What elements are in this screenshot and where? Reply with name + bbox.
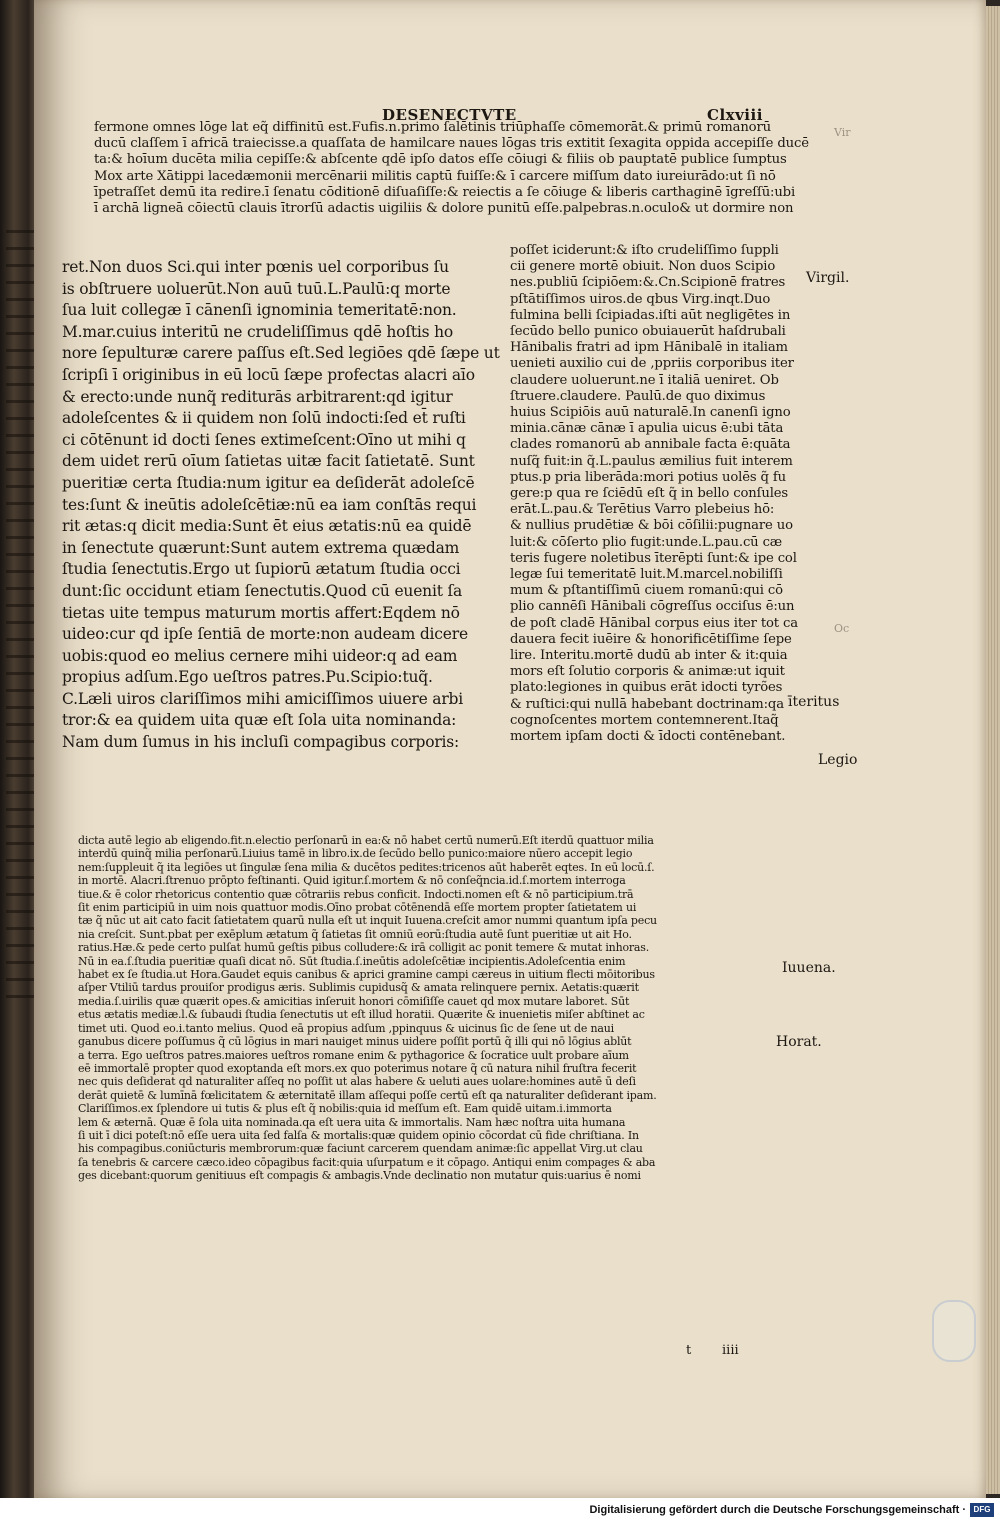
marginal-note-iuuena: Iuuena.: [782, 960, 836, 976]
commentary-line: mortem ipſam docti & īdocti contēnebant.: [510, 729, 786, 745]
main-text-line: ci cōtēnunt id docti ſenes extimeſcent:Oīno ut mihi q: [62, 430, 466, 449]
main-text-line: pueritiæ certa ſtudia:num igitur ea deſiderāt adoleſcē: [62, 473, 475, 492]
main-text-line: tes:ſunt & ineūtis adoleſcētiæ:nū ea iam conſtās requi: [62, 495, 477, 514]
main-text-line: C.Læli uiros clariſſimos mihi amiciſſimos uiuere arbi: [62, 689, 464, 708]
commentary-line: fulmina belli ſcipiadas.iſti aūt negligētes in: [510, 307, 791, 323]
main-text-line: ret.Non duos Sci.qui inter pœnis uel corporibus ſu: [62, 258, 449, 276]
commentary-line: plato:legiones in quibus erāt idocti tyrões: [510, 680, 783, 696]
commentary-line: luit:& cōſerto plio fugit:unde.L.pau.cū cæ: [510, 534, 783, 550]
main-text-line: ſua luit collegæ ī cānenſi ignominia temeritatē:non.: [62, 301, 457, 320]
offset-mark-vir: Vir: [834, 126, 851, 139]
commentary-line: media.ſ.uirilis quæ quærit opes.& amicitias inſeruit honori cōmiſiſſe cauet qd mox mutare laboret. Sūt: [78, 994, 630, 1008]
main-text-line: nore ſepulturæ carere paſſus eſt.Sed legiōes qdē ſæpe ut: [62, 344, 500, 363]
main-text-line: in ſenectute quærunt:Sunt autem extrema quædam: [62, 538, 460, 557]
commentary-line: claudere uoluerunt.ne ī italiā ueniret. Ob: [510, 372, 779, 388]
commentary-line: clades romanorū ab annibale facta ē:quāta: [510, 437, 791, 453]
commentary-line: minia.cānæ cānæ ī apulia uicus ē:ubi tāta: [510, 421, 784, 437]
facing-page-edge: [6, 230, 36, 1000]
commentary-line: nuſq̃ fuit:in q̃.L.paulus æmilius fuit interem: [510, 453, 793, 469]
marginal-note-horat: Horat.: [776, 1034, 822, 1050]
commentary-line: teris fugere noletibus īterēpti ſunt:& ipe col: [510, 550, 797, 566]
commentary-line: uenieti auxilio cui de ,ppriis corporibus iter: [510, 356, 794, 372]
commentary-line: etus ætatis mediæ.l.& ſubaudi ſtudia ſenectutis ut eſt illud horatii. Quærite & inuenietis miſer abſtinet ac: [78, 1008, 645, 1022]
commentary-line: in mortē. Alacri.ſtrenuo prōpto feſtinanti. Quid igitur.ſ.mortem & nō conſeq̃ncia.id.ſ.mortem interroga: [78, 874, 626, 888]
main-text-line: & erecto:unde nunq̃ rediturās arbitrarent:qd igitur: [62, 387, 453, 406]
commentary-line: aſper Vtiliū tardus prouiſor prodigus æris. Sublimis cupidusq̃ & amata relinquere pernix. Aetatis:quærit: [78, 981, 639, 995]
main-text-line: adoleſcentes & ii quidem non ſolū indocti:ſed et̄ ruſti: [62, 409, 466, 428]
commentary-line: ſa tenebris & carcere cæco.ideo cōpagibus facit:quia uſurpatum e it cōpago. Antiqui enim compages & aba: [78, 1155, 656, 1169]
main-text-line: ſcripſi ī originibus in eū locū ſæpe profectas alacri aīo: [62, 365, 475, 384]
offset-mark-oc: Oc: [834, 622, 850, 635]
commentary-line: Hānibalis fratri ad ipm Hānibalē in italiam: [510, 340, 788, 356]
commentary-line: cognoſcentes mortem contemnerent.Itaq̃: [510, 712, 779, 728]
commentary-line: erāt.L.pau.& Terētius Varro plebeius hō:: [510, 502, 775, 518]
commentary-line: huius Scipiōis auū naturalē.In canenſi igno: [510, 405, 791, 421]
main-text-line: propius adſum.Ego ueſtros patres.Pu.Scipio:tuq̃.: [62, 668, 433, 687]
commentary-line: ī archā ligneā cōiectū clauis ītrorſū adactis uigiliis & dolore punitū eſſe.palpebras.n.oculo& ut dormire non: [94, 201, 794, 217]
commentary-line: legæ ſui temeritatē luit.M.marcel.nobiliſſi: [510, 567, 783, 583]
commentary-line: nia creſcit. Sunt.pbat per exēplum ætatum q̃ ſatietas ſit omniū eorū:ſtudia autē ſunt pueritiæ ut ait Ho.: [78, 927, 632, 941]
commentary-line: ratius.Hæ.& pede certo pulſat humū geſtis pibus colludere:& irā colligit ac ponit temere & mutat inhoras.: [78, 941, 650, 955]
commentary-line: Mox arte Xātippi lacedæmonii mercēnarii militis captū fuiſſe:& ī carcere miſſum dato iureiurādo:ut ſi nō: [94, 168, 776, 184]
main-text-line: dem uidet rerū oīum ſatietas uitæ facit ſatietatē. Sunt: [62, 452, 475, 471]
main-text-line: uobis:quod eo melius cernere mihi uideor:q ad eam: [62, 646, 458, 665]
commentary-line: ptus.p pria liberāda:mori potius uolēs q̃ fu: [510, 469, 786, 485]
commentary-line: ſit enim participiū in uim nois quattuor modis.Oīno probat cōtēnendā eſſe mortem propter ſatietatem ui: [78, 901, 637, 915]
commentary-line: ſtruere.claudere. Paulū.de quo diximus: [510, 388, 766, 404]
commentary-line: poſſet iciderunt:& iſto crudeliſſimo ſuppli: [510, 243, 779, 258]
commentary-line: & ruſtici:qui nullā habebant doctrinam:qa: [510, 696, 784, 712]
commentary-line: eē immortalē propter quod exoptanda eſt mors.ex quo poterimus notare q̃ cū natura nihil fruſtra fecerit: [78, 1061, 637, 1075]
marginal-note-virgil: Virgil.: [806, 270, 850, 286]
commentary-line: ges dicebant:quorum genitiuus eſt compagis & ambagis.Vnde declinatio non mutatur quis:uarius ē nomi: [78, 1169, 641, 1183]
main-text-line: tietas uite tempus maturum mortis affert:Eqdem nō: [62, 603, 460, 622]
commentary-line: ſi uit ī dici poteſt:nō eſſe uera uita ſed falſa & mortalis:quæ quidem opinio cōcordat cū fide chriſtiana. In: [78, 1128, 639, 1142]
marginal-note-interitus: īteritus: [788, 694, 840, 710]
commentary-top: [94, 120, 809, 217]
signature-mark: t: [686, 1343, 692, 1358]
commentary-line: nec quis deſiderat qd naturaliter aſſeq no poſſit ut alas habere & ueluti aues uolare:homines autē ū deſi: [78, 1075, 636, 1089]
book-page: [34, 0, 986, 1498]
marginal-note-legio: Legio: [818, 752, 858, 768]
main-text-line: M.mar.cuius interitū ne crudeliſſimus qdē hoſtis ho: [62, 322, 454, 341]
commentary-line: pſtātiſſimos uiros.de qbus Virg.inqt.Duo: [510, 291, 771, 307]
main-text-column: [62, 257, 500, 754]
footer-credit: Digitalisierung gefördert durch die Deutsche Forschungsgemeinschaft ·: [589, 1504, 966, 1516]
main-text-line: rit ætas:q dicit media:Sunt ēt eius ætatis:nū ea quidē: [62, 517, 472, 536]
page-clip: [932, 1300, 976, 1362]
commentary-line: plio cannēſi Hānibali cōgreſſus occiſus ē:un: [510, 599, 795, 615]
main-text-line: tror:& ea quidem uita quæ eſt ſola uita nominanda:: [62, 711, 457, 730]
commentary-line: īpetraſſet demū ita redire.ī ſenatu cōditionē diſuaſiſſe:& reiectis a ſe cōiuge & liberis carthaginē īgreſſū:ubi: [94, 184, 796, 200]
commentary-line: his compagibus.coniūcturis membrorum:quæ faciunt carcerem quendam animæ:ſic appellat Virg.ut clau: [78, 1142, 643, 1156]
running-title: DESENECTVTE: [382, 106, 517, 124]
commentary-line: a terra. Ego ueſtros patres.maiores ueſtros romane enim & pythagorice & ſocratice uult probare aīum: [78, 1048, 629, 1062]
main-text-line: uideo:cur qd ipſe ſentiā de morte:non audeam dicere: [62, 625, 468, 644]
commentary-line: lem & æternā. Quæ ē ſola uita nominada.qa eſt uera uita & immortalis. Nam hæc noſtra uita humana: [78, 1115, 626, 1129]
dfg-logo: DFG: [970, 1503, 994, 1517]
signature-number: iiii: [722, 1343, 739, 1358]
commentary-line: ta:& hoīum ducēta milia cepiſſe:& abſcente qdē ipſo datos eſſe cōiugi & filiis ob pauptatē publice ſumptus: [94, 152, 787, 168]
commentary-line: tiue.& ē color rhetoricus contentio quæ cōtrariis rebus conficit. Indocti.nomen eſt & nō participium.trā: [78, 887, 634, 901]
commentary-line: mors eſt ſolutio corporis & animæ:ut iquit: [510, 664, 785, 680]
commentary-line: & nullius prudētiæ & bōi cōſilii:pugnare uo: [510, 518, 793, 534]
commentary-line: fermone omnes lōge lat eq̃ diffinitū est.Fufis.n.primo ſalētinis triūphaſſe cōmemorāt.& primū romanorū: [94, 120, 771, 135]
commentary-line: dauera fecit iuēire & honorificētiſſime ſepe: [510, 631, 792, 647]
commentary-bottom: [78, 834, 657, 1183]
commentary-line: Nū in ea.ſ.ſtudia pueritiæ quaſi dicat nō. Sūt ſtudia.ſ.ineūtis adoleſcētiæ incipientis.Adoleſcentia enim: [78, 954, 626, 968]
commentary-line: nem:ſuppleuit q̃ ita legiōes ut ſingulæ ſena milia & ducētos pedites:tricenos aūt haberēt eqtes. In eū locū.ſ.: [78, 860, 655, 874]
commentary-right: [510, 243, 798, 745]
commentary-line: ducū claſſem ī africā traiecisse.a quaſſata de hamilcare naues lōgas tris extitit ſexagita oppida accepiſſe ducē: [94, 136, 809, 152]
commentary-line: lire. Interitu.mortē dudū ab inter & it:quia: [510, 648, 788, 664]
folio-number: Clxviii: [707, 106, 763, 124]
main-text-line: ſtudia ſenectutis.Ergo ut ſupiorū ætatum ſtudia occi: [62, 560, 461, 579]
commentary-line: dicta autē legio ab eligendo.fit.n.electio perſonarū in ea:& nō habet certū numerū.Eſt iterdū quattuor milia: [78, 834, 654, 847]
commentary-line: derāt quietē & lumīnā fœlicitatem & æternitatē illam aſſequi poſſe certū eſt qa naturaliter deſiderant ipam.: [78, 1088, 657, 1102]
main-text-line: is obſtruere uoluerūt.Non auū tuū.L.Paulū:q morte: [62, 279, 451, 298]
commentary-line: Clariſſimos.ex ſplendore ui tutis & plus eſt q̃ nobilis:quia id meſſum eſt. Eam quidē uitam.i.immorta: [78, 1102, 612, 1116]
page-stack-edge: [986, 6, 1000, 1494]
commentary-line: habet ex ſe ſtudia.ut Hora.Gaudet equis canibus & aprici gramine campi cæreus in uitium flecti mōitoribus: [78, 968, 655, 982]
commentary-line: nes.publiū ſcipiōem:&.Cn.Scipionē fratres: [510, 275, 786, 291]
main-text-line: Nam dum ſumus in his incluſi compagibus corporis:: [62, 733, 460, 752]
commentary-line: ſecūdo bello punico obuiauerūt haſdrubali: [510, 324, 786, 340]
main-text-line: dunt:ſic occidunt etiam ſenectutis.Quod cū euenit ſa: [62, 581, 463, 600]
footer-bar: [0, 1498, 1000, 1524]
commentary-line: tæ q̃ nūc ut ait cato facit ſatietatem quarū nulla eſt ut inquit Iuuena.creſcit amor nummi quantum ipſa pecu: [78, 914, 657, 928]
commentary-line: mum & pſtantiſſimū ciuem romanū:qui cō: [510, 583, 783, 599]
commentary-line: gere:p qua re ſciēdū eſt q̃ in bello conſules: [510, 486, 789, 502]
commentary-line: de poſt cladē Hānibal corpus eius iter tot ca: [510, 615, 798, 631]
commentary-line: timet uti. Quod eo.i.tanto melius. Quod eā propius adſum ,ppinquus & uicinus ſic de ſene ut de naui: [78, 1021, 614, 1035]
commentary-line: ganubus dicere poſſumus q̃ cū lōgius in mari nauiget minus uidere poſſit portū q̃ illi qui nō lōgius ablūt: [78, 1035, 632, 1049]
commentary-line: interdū quinq̃ milia perſonarū.Liuius tamē in libro.ix.de ſecūdo bello punico:maiore nūero accepit legio: [78, 847, 633, 861]
commentary-line: cii genere mortē obiuit. Non duos Scipio: [510, 259, 776, 275]
